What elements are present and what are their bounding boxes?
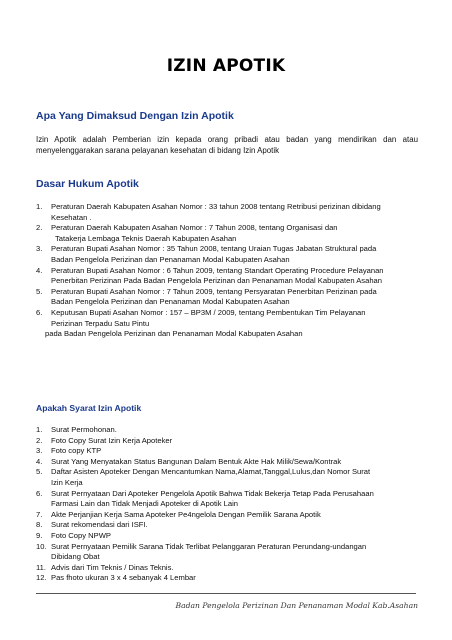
list-item-text: Foto Copy Surat Izin Kerja Apoteker xyxy=(51,435,173,445)
requirement-item xyxy=(36,573,418,584)
list-item-text: Surat Pernyataan Pemilik Sarana Tidak Terlibat Pelanggaran Peraturan Perundang-undangan xyxy=(51,541,367,551)
requirement-item xyxy=(36,467,418,488)
list-item-text: Dibidang Obat xyxy=(51,552,100,562)
legal-basis-item xyxy=(36,202,418,223)
list-item-number: 11. xyxy=(36,562,46,572)
list-item-number: 6. xyxy=(36,488,43,498)
list-item-text: Badan Pengelola Perizinan dan Penanaman Modal Kabupaten Asahan xyxy=(51,297,290,307)
list-item-text: Surat rekomendasi dari ISFI. xyxy=(51,520,148,530)
list-item-number: 7. xyxy=(36,509,43,519)
list-item-text: Daftar Asisten Apoteker Dengan Mencantumkan Nama,Alamat,Tanggal,Lulus,dan Nomor Surat xyxy=(51,467,371,477)
requirement-item xyxy=(36,563,418,574)
list-item-text: Perizinan Terpadu Satu Pintu xyxy=(51,318,150,328)
section-heading-definition: Apa Yang Dimaksud Dengan Izin Apotik xyxy=(36,110,234,122)
list-item-text: Advis dari Tim Teknis / Dinas Teknis. xyxy=(51,562,174,572)
list-item-text: Foto Copy NPWP xyxy=(51,530,111,540)
list-item-number: 9. xyxy=(36,530,43,540)
list-item-text: Pas fhoto ukuran 3 x 4 sebanyak 4 Lembar xyxy=(51,573,196,583)
list-item-number: 5. xyxy=(36,286,43,296)
list-item-text: Foto copy KTP xyxy=(51,446,102,456)
list-item-text: Peraturan Bupati Asahan Nomor : 35 Tahun 2008, tentang Uraian Tugas Jabatan Struktural pada xyxy=(51,244,377,254)
requirement-item xyxy=(36,520,418,531)
list-item-text: Tatakerja Lembaga Teknis Daerah Kabupaten Asahan xyxy=(55,233,237,243)
requirement-item xyxy=(36,489,418,510)
list-item-text: Penerbitan Perizinan Pada Badan Pengelola Perizinan dan Penanaman Modal Kabupaten Asahan xyxy=(51,276,382,286)
list-item-number: 6. xyxy=(36,307,43,317)
requirement-item xyxy=(36,542,418,563)
list-item-number: 1. xyxy=(36,202,43,211)
list-item-text: Kesehatan . xyxy=(51,212,92,222)
list-item-text: Farmasi Lain dan Tidak Menjadi Apoteker di Apotik Lain xyxy=(51,499,238,509)
list-item-number: 10. xyxy=(36,541,47,551)
list-item-number: 8. xyxy=(36,520,43,530)
list-item-number: 5. xyxy=(36,467,43,477)
list-item-text: Badan Pengelola Perizinan dan Penanaman Modal Kabupaten Asahan xyxy=(51,254,290,264)
requirement-item xyxy=(36,436,418,447)
requirement-item xyxy=(36,510,418,521)
list-item-text: Surat Yang Menyatakan Status Bangunan Dalam Bentuk Akte Hak Milik/Sewa/Kontrak xyxy=(51,456,342,466)
list-item-text: Surat Pernyataan Dari Apoteker Pengelola Apotik Bahwa Tidak Bekerja Tetap Pada Perusahaan xyxy=(51,488,374,498)
definition-paragraph: Izin Apotik adalah Pemberian izin kepada orang pribadi atau badan yang mendirikan dan atau menyelenggarakan sarana pelayanan kesehatan di bidang Izin Apotik xyxy=(36,135,418,156)
list-item-number: 2. xyxy=(36,223,43,233)
list-item-text: Akte Perjanjian Kerja Sama Apoteker Pe4ngelola Dengan Pemilik Sarana Apotik xyxy=(51,509,321,519)
requirements-list xyxy=(36,425,418,584)
page-title: IZIN APOTIK xyxy=(166,56,286,76)
legal-basis-item xyxy=(36,266,418,287)
list-item-number: 2. xyxy=(36,435,43,445)
list-item-number: 3. xyxy=(36,446,43,456)
requirement-item xyxy=(36,446,418,457)
list-item-number: 1. xyxy=(36,425,43,434)
list-item-text: Surat Permohonan. xyxy=(51,425,117,434)
legal-basis-item xyxy=(36,244,418,265)
list-item-number: 12. xyxy=(36,573,47,583)
list-item-text: pada Badan Pengelola Perizinan dan Penanaman Modal Kabupaten Asahan xyxy=(45,329,303,339)
list-item-text: Keputusan Bupati Asahan Nomor : 157 – BP3M / 2009, tentang Pembentukan Tim Pelayanan xyxy=(51,307,366,317)
section-heading-requirements: Apakah Syarat Izin Apotik xyxy=(36,403,142,413)
list-item-text: Izin Kerja xyxy=(51,477,83,487)
list-item-text: Peraturan Daerah Kabupaten Asahan Nomor : 33 tahun 2008 tentang Retribusi perizinan dibidang xyxy=(51,202,381,211)
requirement-item xyxy=(36,457,418,468)
list-item-text: Peraturan Bupati Asahan Nomor : 6 Tahun 2009, tentang Standart Operating Procedure Pelayanan xyxy=(51,265,384,275)
list-item-number: 4. xyxy=(36,456,43,466)
list-item-number: 3. xyxy=(36,244,43,254)
legal-basis-list xyxy=(36,202,418,340)
section-heading-legal-basis: Dasar Hukum Apotik xyxy=(36,178,139,190)
list-item-text: Peraturan Daerah Kabupaten Asahan Nomor : 7 Tahun 2008, tentang Organisasi dan xyxy=(51,223,338,233)
list-item-text: Peraturan Bupati Asahan Nomor : 7 Tahun 2009, tentang Persyaratan Penerbitan Perizinan pada xyxy=(51,286,377,296)
requirement-item xyxy=(36,531,418,542)
footer-divider xyxy=(36,593,416,594)
requirement-item xyxy=(36,425,418,436)
legal-basis-item xyxy=(36,287,418,308)
legal-basis-item xyxy=(36,308,418,340)
page-footer: Badan Pengelola Perizinan Dan Penanaman Modal Kab.Asahan xyxy=(175,601,418,610)
list-item-number: 4. xyxy=(36,265,43,275)
legal-basis-item xyxy=(36,223,418,244)
